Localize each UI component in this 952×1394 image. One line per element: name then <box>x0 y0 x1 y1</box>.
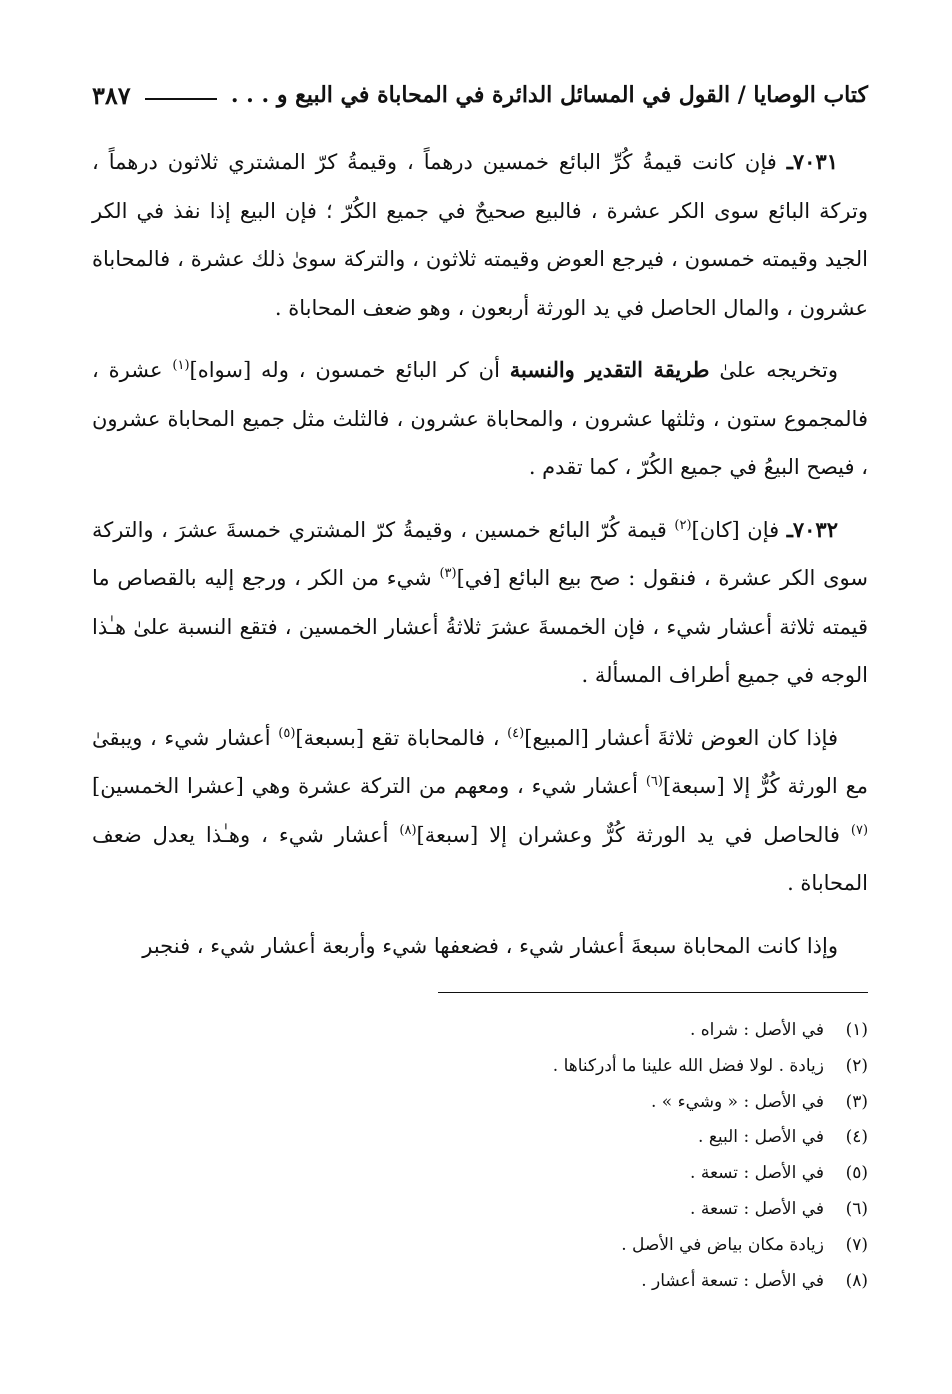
footnote-number: (٧) <box>845 1234 868 1255</box>
footnote-text: في الأصل : البيع . <box>698 1127 824 1148</box>
footnote-item <box>92 1156 868 1192</box>
text-segment: أعشار شيء ، ومعهم من التركة عشرة وهي [عشرا الخمسين] <box>92 774 646 798</box>
book-page <box>92 70 868 1299</box>
footnote-number: (٨) <box>845 1270 868 1291</box>
footnote-number: (٢) <box>845 1055 868 1076</box>
footnote-ref-8[interactable]: (٨) <box>399 822 417 838</box>
footnote-number: (٥) <box>845 1163 868 1184</box>
footnote-item <box>92 1120 868 1156</box>
text-segment: أن كر البائع خمسون ، وله [سواه] <box>189 358 510 382</box>
footnote-text: في الأصل : شراه . <box>689 1020 824 1040</box>
paragraph-text: وإذا كانت المحاباة سبعةَ أعشار شيء ، فضعفها شيء وأربعة أعشار شيء ، فنجبر <box>142 933 838 958</box>
footnote-item <box>92 1049 868 1085</box>
footnote-number: (١) <box>845 1020 868 1040</box>
footnote-ref-1[interactable]: (١) <box>172 358 190 373</box>
main-text <box>92 138 868 970</box>
footnote-text: في الأصل : تسعة أعشار . <box>641 1270 824 1291</box>
text-segment: أعشار شيء ، ويبقىٰ مع الورثة كُرٌّ إلا [سبعة] <box>92 725 868 798</box>
header-title: كتاب الوصايا / القول في المسائل الدائرة في المحاباة في البيع و . . . <box>230 82 868 108</box>
running-header <box>92 70 868 120</box>
footnote-text: في الأصل : « وشيء » . <box>651 1091 824 1112</box>
footnote-ref-6[interactable]: (٦) <box>645 774 663 789</box>
text-segment: وتخريجه علىٰ <box>709 358 839 382</box>
text-segment: ، فالمحاباة تقع [بسبعة] <box>295 725 508 750</box>
footnotes <box>92 1013 868 1299</box>
footnote-number: (٣) <box>845 1091 868 1112</box>
text-segment: فإن [كان] <box>691 517 787 542</box>
footnote-item <box>92 1228 868 1264</box>
issue-number: ٧٠٣١ـ <box>786 149 838 174</box>
page-number: ٣٨٧ <box>92 80 131 110</box>
footnote-text: زيادة . لولا فضل الله علينا ما أدركناها . <box>552 1055 824 1076</box>
paragraph-7031 <box>92 138 868 332</box>
footnote-text: في الأصل : تسعة . <box>690 1198 824 1219</box>
footnote-text: في الأصل : تسعة . <box>690 1163 824 1184</box>
text-segment: أعشار شيء ، وهـٰذا يعدل ضعف المحاباة . <box>92 822 868 895</box>
text-segment: عشرة ، فالمجموع ستون ، وثلثها عشرون ، والمحاباة عشرون ، فالثلث مثل جميع المحاباة عشرون ، فيصح البيعُ في جميع الكُرّ ، كما تقدم . <box>92 358 868 479</box>
paragraph-iwad <box>92 714 868 908</box>
footnote-ref-2[interactable]: (٢) <box>674 517 692 533</box>
footnote-item <box>92 1192 868 1228</box>
footnote-ref-5[interactable]: (٥) <box>278 725 296 741</box>
text-segment: قيمة كُرّ البائع خمسين ، وقيمةُ كرّ المشتري خمسةَ عشرَ ، والتركة سوى الكر عشرة ، فنقول : صح بيع البائع [في] <box>92 517 868 590</box>
text-segment: فالحاصل في يد الورثة كُرٌّ وعشران إلا [سبعة] <box>416 822 851 847</box>
header-rule <box>145 98 217 100</box>
paragraph-last <box>92 922 868 971</box>
paragraph-takhrij <box>92 346 868 492</box>
text-segment: شيء من الكر ، ورجع إليه بالقصاص ما قيمته ثلاثة أعشار شيء ، فإن الخمسةَ عشرَ ثلاثةُ أعشار الخمسين ، فتقع النسبة علىٰ هـٰذا الوجه في جميع أطراف المسألة . <box>92 566 868 687</box>
bold-term: طريقة التقدير والنسبة <box>509 357 710 382</box>
footnote-ref-4[interactable]: (٤) <box>507 725 525 741</box>
text-segment: فإذا كان العوض ثلاثةَ أعشار [المبيع] <box>524 725 838 750</box>
footnote-text: زيادة مكان بياض في الأصل . <box>621 1234 824 1255</box>
footnote-separator <box>438 992 868 993</box>
footnote-ref-3[interactable]: (٣) <box>439 566 457 581</box>
footnote-number: (٦) <box>845 1198 868 1219</box>
footnote-ref-7[interactable]: (٧) <box>850 822 869 838</box>
paragraph-text: فإن كانت قيمةُ كُرِّ البائع خمسين درهماً ، وقيمةُ كرّ المشتري ثلاثون درهماً ، وتركة البائع سوى الكر عشرة ، فالبيع صحيحٌ في جميع الكُرّ ؛ فإن البيع إذا نفذ في الكر الجيد وقيمته خمسون ، فيرجع العوض وقيمته ثلاثون ، والتركة سوىٰ ذلك عشرة ، فالمحاباة عشرون ، والمال الحاصل في يد الورثة أربعون ، وهو ضعف المحاباة . <box>92 150 868 320</box>
footnote-number: (٤) <box>845 1127 868 1148</box>
issue-number: ٧٠٣٢ـ <box>786 516 838 542</box>
footnote-item <box>92 1013 868 1049</box>
paragraph-7032 <box>92 506 868 700</box>
footnote-item <box>92 1264 868 1300</box>
footnote-item <box>92 1085 868 1121</box>
